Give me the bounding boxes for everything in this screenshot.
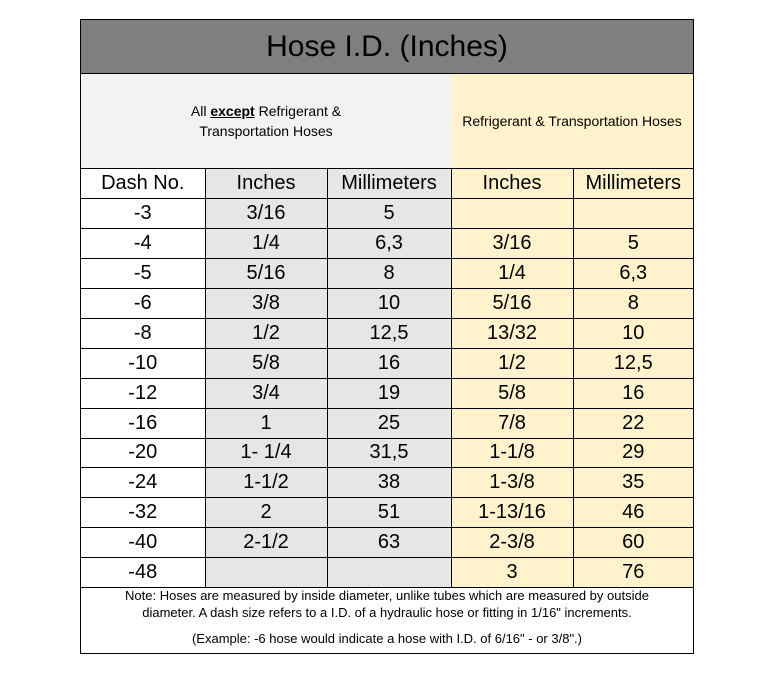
size-table <box>81 169 693 588</box>
cell-dash: -16 <box>81 408 205 438</box>
cell-inches-refrig: 7/8 <box>451 408 573 438</box>
group-left-line2: Transportation Hoses <box>199 123 333 139</box>
cell-mm-refrig: 5 <box>573 229 693 259</box>
cell-inches-refrig: 3 <box>451 558 573 588</box>
col-header-inches-std: Inches <box>205 169 327 199</box>
col-header-dash: Dash No. <box>81 169 205 199</box>
cell-mm-refrig: 76 <box>573 558 693 588</box>
cell-dash: -5 <box>81 259 205 289</box>
cell-inches-std: 2-1/2 <box>205 528 327 558</box>
table-row <box>81 468 693 498</box>
cell-mm-refrig: 8 <box>573 289 693 319</box>
cell-mm-refrig: 22 <box>573 408 693 438</box>
cell-inches-refrig: 13/32 <box>451 318 573 348</box>
cell-dash: -4 <box>81 229 205 259</box>
cell-mm-std: 19 <box>327 378 451 408</box>
cell-inches-refrig: 2-3/8 <box>451 528 573 558</box>
table-row <box>81 199 693 229</box>
col-header-mm-std: Millimeters <box>327 169 451 199</box>
cell-inches-refrig <box>451 199 573 229</box>
cell-mm-refrig: 10 <box>573 318 693 348</box>
cell-inches-std: 5/16 <box>205 259 327 289</box>
cell-mm-std: 31,5 <box>327 438 451 468</box>
cell-mm-std: 10 <box>327 289 451 319</box>
cell-mm-std: 25 <box>327 408 451 438</box>
cell-inches-refrig: 1/2 <box>451 348 573 378</box>
cell-inches-refrig: 5/16 <box>451 289 573 319</box>
cell-dash: -32 <box>81 498 205 528</box>
cell-mm-std: 51 <box>327 498 451 528</box>
cell-inches-std: 3/16 <box>205 199 327 229</box>
group-left-rest: Refrigerant & <box>254 103 342 119</box>
cell-mm-std: 38 <box>327 468 451 498</box>
cell-inches-std: 1/2 <box>205 318 327 348</box>
cell-mm-std: 63 <box>327 528 451 558</box>
table-row <box>81 528 693 558</box>
col-header-mm-refrig: Millimeters <box>573 169 693 199</box>
cell-dash: -6 <box>81 289 205 319</box>
cell-inches-std: 3/4 <box>205 378 327 408</box>
table-row <box>81 498 693 528</box>
cell-mm-refrig: 16 <box>573 378 693 408</box>
table-row <box>81 348 693 378</box>
note-line-2: diameter. A dash size refers to a I.D. of a hydraulic hose or fitting in 1/16" increments. <box>142 605 632 620</box>
table-row <box>81 229 693 259</box>
group-header-non-refrigerant <box>81 74 451 169</box>
cell-inches-refrig: 1-1/8 <box>451 438 573 468</box>
group-header-refrigerant: Refrigerant & Transportation Hoses <box>451 74 693 169</box>
cell-inches-std: 1-1/2 <box>205 468 327 498</box>
cell-dash: -20 <box>81 438 205 468</box>
cell-mm-refrig: 60 <box>573 528 693 558</box>
cell-inches-std: 5/8 <box>205 348 327 378</box>
col-header-inches-refrig: Inches <box>451 169 573 199</box>
cell-inches-std: 1- 1/4 <box>205 438 327 468</box>
cell-mm-refrig: 6,3 <box>573 259 693 289</box>
cell-dash: -10 <box>81 348 205 378</box>
hose-id-chart <box>80 19 694 654</box>
table-row <box>81 318 693 348</box>
cell-mm-refrig <box>573 199 693 229</box>
note-example: (Example: -6 hose would indicate a hose with I.D. of 6/16" - or 3/8".) <box>191 631 583 646</box>
table-row <box>81 408 693 438</box>
cell-mm-refrig: 12,5 <box>573 348 693 378</box>
cell-mm-std: 6,3 <box>327 229 451 259</box>
cell-mm-refrig: 29 <box>573 438 693 468</box>
table-row <box>81 378 693 408</box>
cell-mm-std: 16 <box>327 348 451 378</box>
cell-inches-std: 3/8 <box>205 289 327 319</box>
table-row <box>81 438 693 468</box>
cell-dash: -12 <box>81 378 205 408</box>
footnote <box>81 579 693 653</box>
cell-mm-refrig: 35 <box>573 468 693 498</box>
table-row <box>81 289 693 319</box>
table-row <box>81 259 693 289</box>
cell-dash: -3 <box>81 199 205 229</box>
cell-inches-refrig: 1-3/8 <box>451 468 573 498</box>
cell-inches-std: 1/4 <box>205 229 327 259</box>
group-left-prefix: All <box>190 103 211 119</box>
cell-mm-std: 8 <box>327 259 451 289</box>
cell-dash: -24 <box>81 468 205 498</box>
cell-inches-std: 2 <box>205 498 327 528</box>
cell-dash: -8 <box>81 318 205 348</box>
cell-mm-refrig: 46 <box>573 498 693 528</box>
note-line-1: Note: Hoses are measured by inside diameter, unlike tubes which are measured by outside <box>125 588 649 603</box>
cell-dash: -40 <box>81 528 205 558</box>
cell-inches-std: 1 <box>205 408 327 438</box>
cell-mm-std: 5 <box>327 199 451 229</box>
cell-inches-refrig: 5/8 <box>451 378 573 408</box>
cell-mm-std: 12,5 <box>327 318 451 348</box>
group-left-emphasis: except <box>210 103 255 119</box>
cell-inches-refrig: 1-13/16 <box>451 498 573 528</box>
cell-inches-refrig: 3/16 <box>451 229 573 259</box>
cell-inches-refrig: 1/4 <box>451 259 573 289</box>
cell-dash: -48 <box>81 558 205 588</box>
chart-title: Hose I.D. (Inches) <box>81 20 693 74</box>
